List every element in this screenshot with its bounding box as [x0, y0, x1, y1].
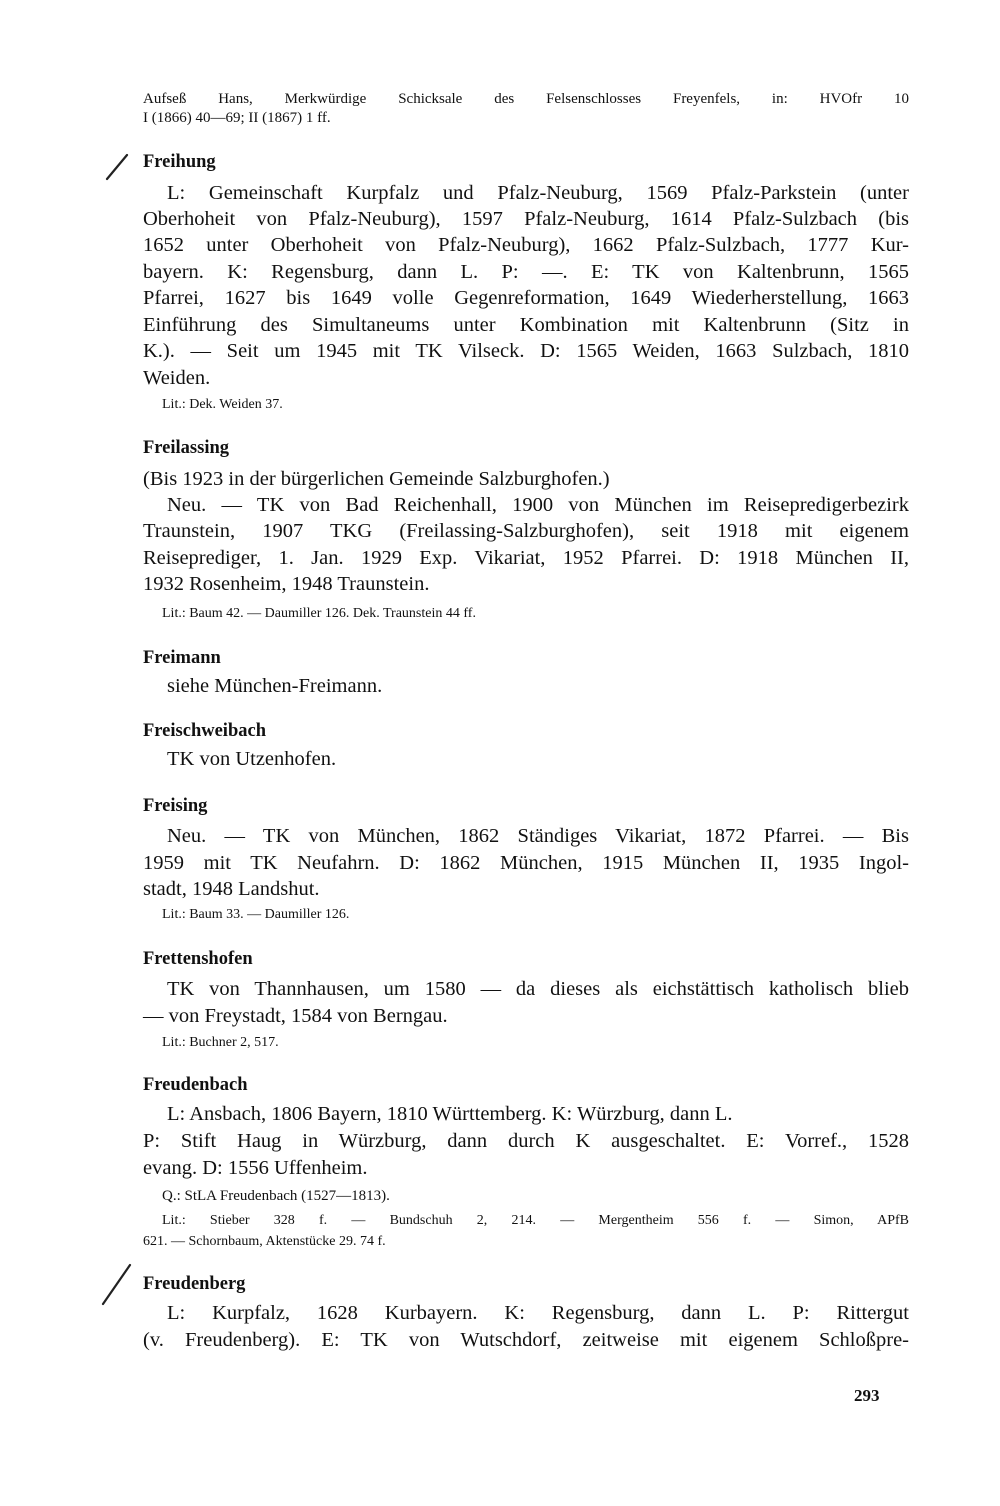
entry-line: Reiseprediger, 1. Jan. 1929 Exp. Vikariat, 1952 Pfarrei. D: 1918 München II,: [143, 547, 909, 569]
intro-line: I (1866) 40—69; II (1867) 1 ff.: [143, 110, 331, 126]
literature-line: Lit.: Stieber 328 f. — Bundschuh 2, 214. — Mergentheim 556 f. — Simon, APfB: [162, 1213, 909, 1228]
entry-heading: Freihung: [143, 152, 216, 172]
entry-line: L: Gemeinschaft Kurpfalz und Pfalz-Neuburg, 1569 Pfalz-Parkstein (unter: [167, 182, 909, 204]
entry-heading: Freudenbach: [143, 1075, 248, 1095]
entry-heading: Freising: [143, 796, 208, 816]
source-line: Q.: StLA Freudenbach (1527—1813).: [162, 1188, 390, 1204]
literature-line: 621. — Schornbaum, Aktenstücke 29. 74 f.: [143, 1234, 386, 1249]
entry-heading: Freilassing: [143, 438, 229, 458]
entry-line: bayern. K: Regensburg, dann L. P: —. E: TK von Kaltenbrunn, 1565: [143, 261, 909, 283]
entry-line: stadt, 1948 Landshut.: [143, 878, 320, 900]
entry-line: L: Kurpfalz, 1628 Kurbayern. K: Regensburg, dann L. P: Rittergut: [167, 1302, 909, 1324]
entry-line: Pfarrei, 1627 bis 1649 volle Gegenreformation, 1649 Wiederherstellung, 1663: [143, 287, 909, 309]
literature-line: Lit.: Buchner 2, 517.: [162, 1035, 279, 1050]
entry-line: P: Stift Haug in Würzburg, dann durch K ausgeschaltet. E: Vorref., 1528: [143, 1130, 909, 1152]
page-number: 293: [854, 1386, 880, 1405]
entry-line: Oberhoheit von Pfalz-Neuburg), 1597 Pfalz-Neuburg, 1614 Pfalz-Sulzbach (bis: [143, 208, 909, 230]
entry-heading: Freimann: [143, 648, 221, 668]
entry-line: Einführung des Simultaneums unter Kombination mit Kaltenbrunn (Sitz in: [143, 314, 909, 336]
entry-line: 1959 mit TK Neufahrn. D: 1862 München, 1915 München II, 1935 Ingol-: [143, 852, 909, 874]
entry-line: (v. Freudenberg). E: TK von Wutschdorf, zeitweise mit eigenem Schloßpre-: [143, 1329, 909, 1351]
pencil-slash-mark-icon: [104, 153, 130, 181]
pencil-slash-mark-icon: [100, 1262, 134, 1306]
literature-line: Lit.: Baum 33. — Daumiller 126.: [162, 907, 350, 922]
entry-heading: Freudenberg: [143, 1274, 246, 1294]
literature-line: Lit.: Dek. Weiden 37.: [162, 397, 283, 412]
entry-line: Neu. — TK von Bad Reichenhall, 1900 von München im Reisepredigerbezirk: [167, 494, 909, 516]
literature-line: Lit.: Baum 42. — Daumiller 126. Dek. Traunstein 44 ff.: [162, 606, 476, 621]
entry-line: (Bis 1923 in der bürgerlichen Gemeinde Salzburghofen.): [143, 468, 610, 490]
entry-line: K.). — Seit um 1945 mit TK Vilseck. D: 1565 Weiden, 1663 Sulzbach, 1810: [143, 340, 909, 362]
entry-heading: Freischweibach: [143, 721, 266, 741]
entry-line: Neu. — TK von München, 1862 Ständiges Vikariat, 1872 Pfarrei. — Bis: [167, 825, 909, 847]
entry-line: siehe München-Freimann.: [167, 675, 383, 697]
entry-line: TK von Thannhausen, um 1580 — da dieses als eichstättisch katholisch blieb: [167, 978, 909, 1000]
entry-line: 1652 unter Oberhoheit von Pfalz-Neuburg), 1662 Pfalz-Sulzbach, 1777 Kur-: [143, 234, 909, 256]
intro-line: Aufseß Hans, Merkwürdige Schicksale des Felsenschlosses Freyenfels, in: HVOfr 10: [143, 91, 909, 107]
entry-line: Weiden.: [143, 367, 211, 389]
entry-line: — von Freystadt, 1584 von Berngau.: [143, 1005, 448, 1027]
entry-line: 1932 Rosenheim, 1948 Traunstein.: [143, 573, 430, 595]
entry-line: Traunstein, 1907 TKG (Freilassing-Salzburghofen), seit 1918 mit eigenem: [143, 520, 909, 542]
entry-line: TK von Utzenhofen.: [167, 748, 337, 770]
entry-heading: Frettenshofen: [143, 949, 253, 969]
entry-line: L: Ansbach, 1806 Bayern, 1810 Württemberg. K: Würzburg, dann L.: [167, 1103, 733, 1125]
entry-line: evang. D: 1556 Uffenheim.: [143, 1157, 368, 1179]
